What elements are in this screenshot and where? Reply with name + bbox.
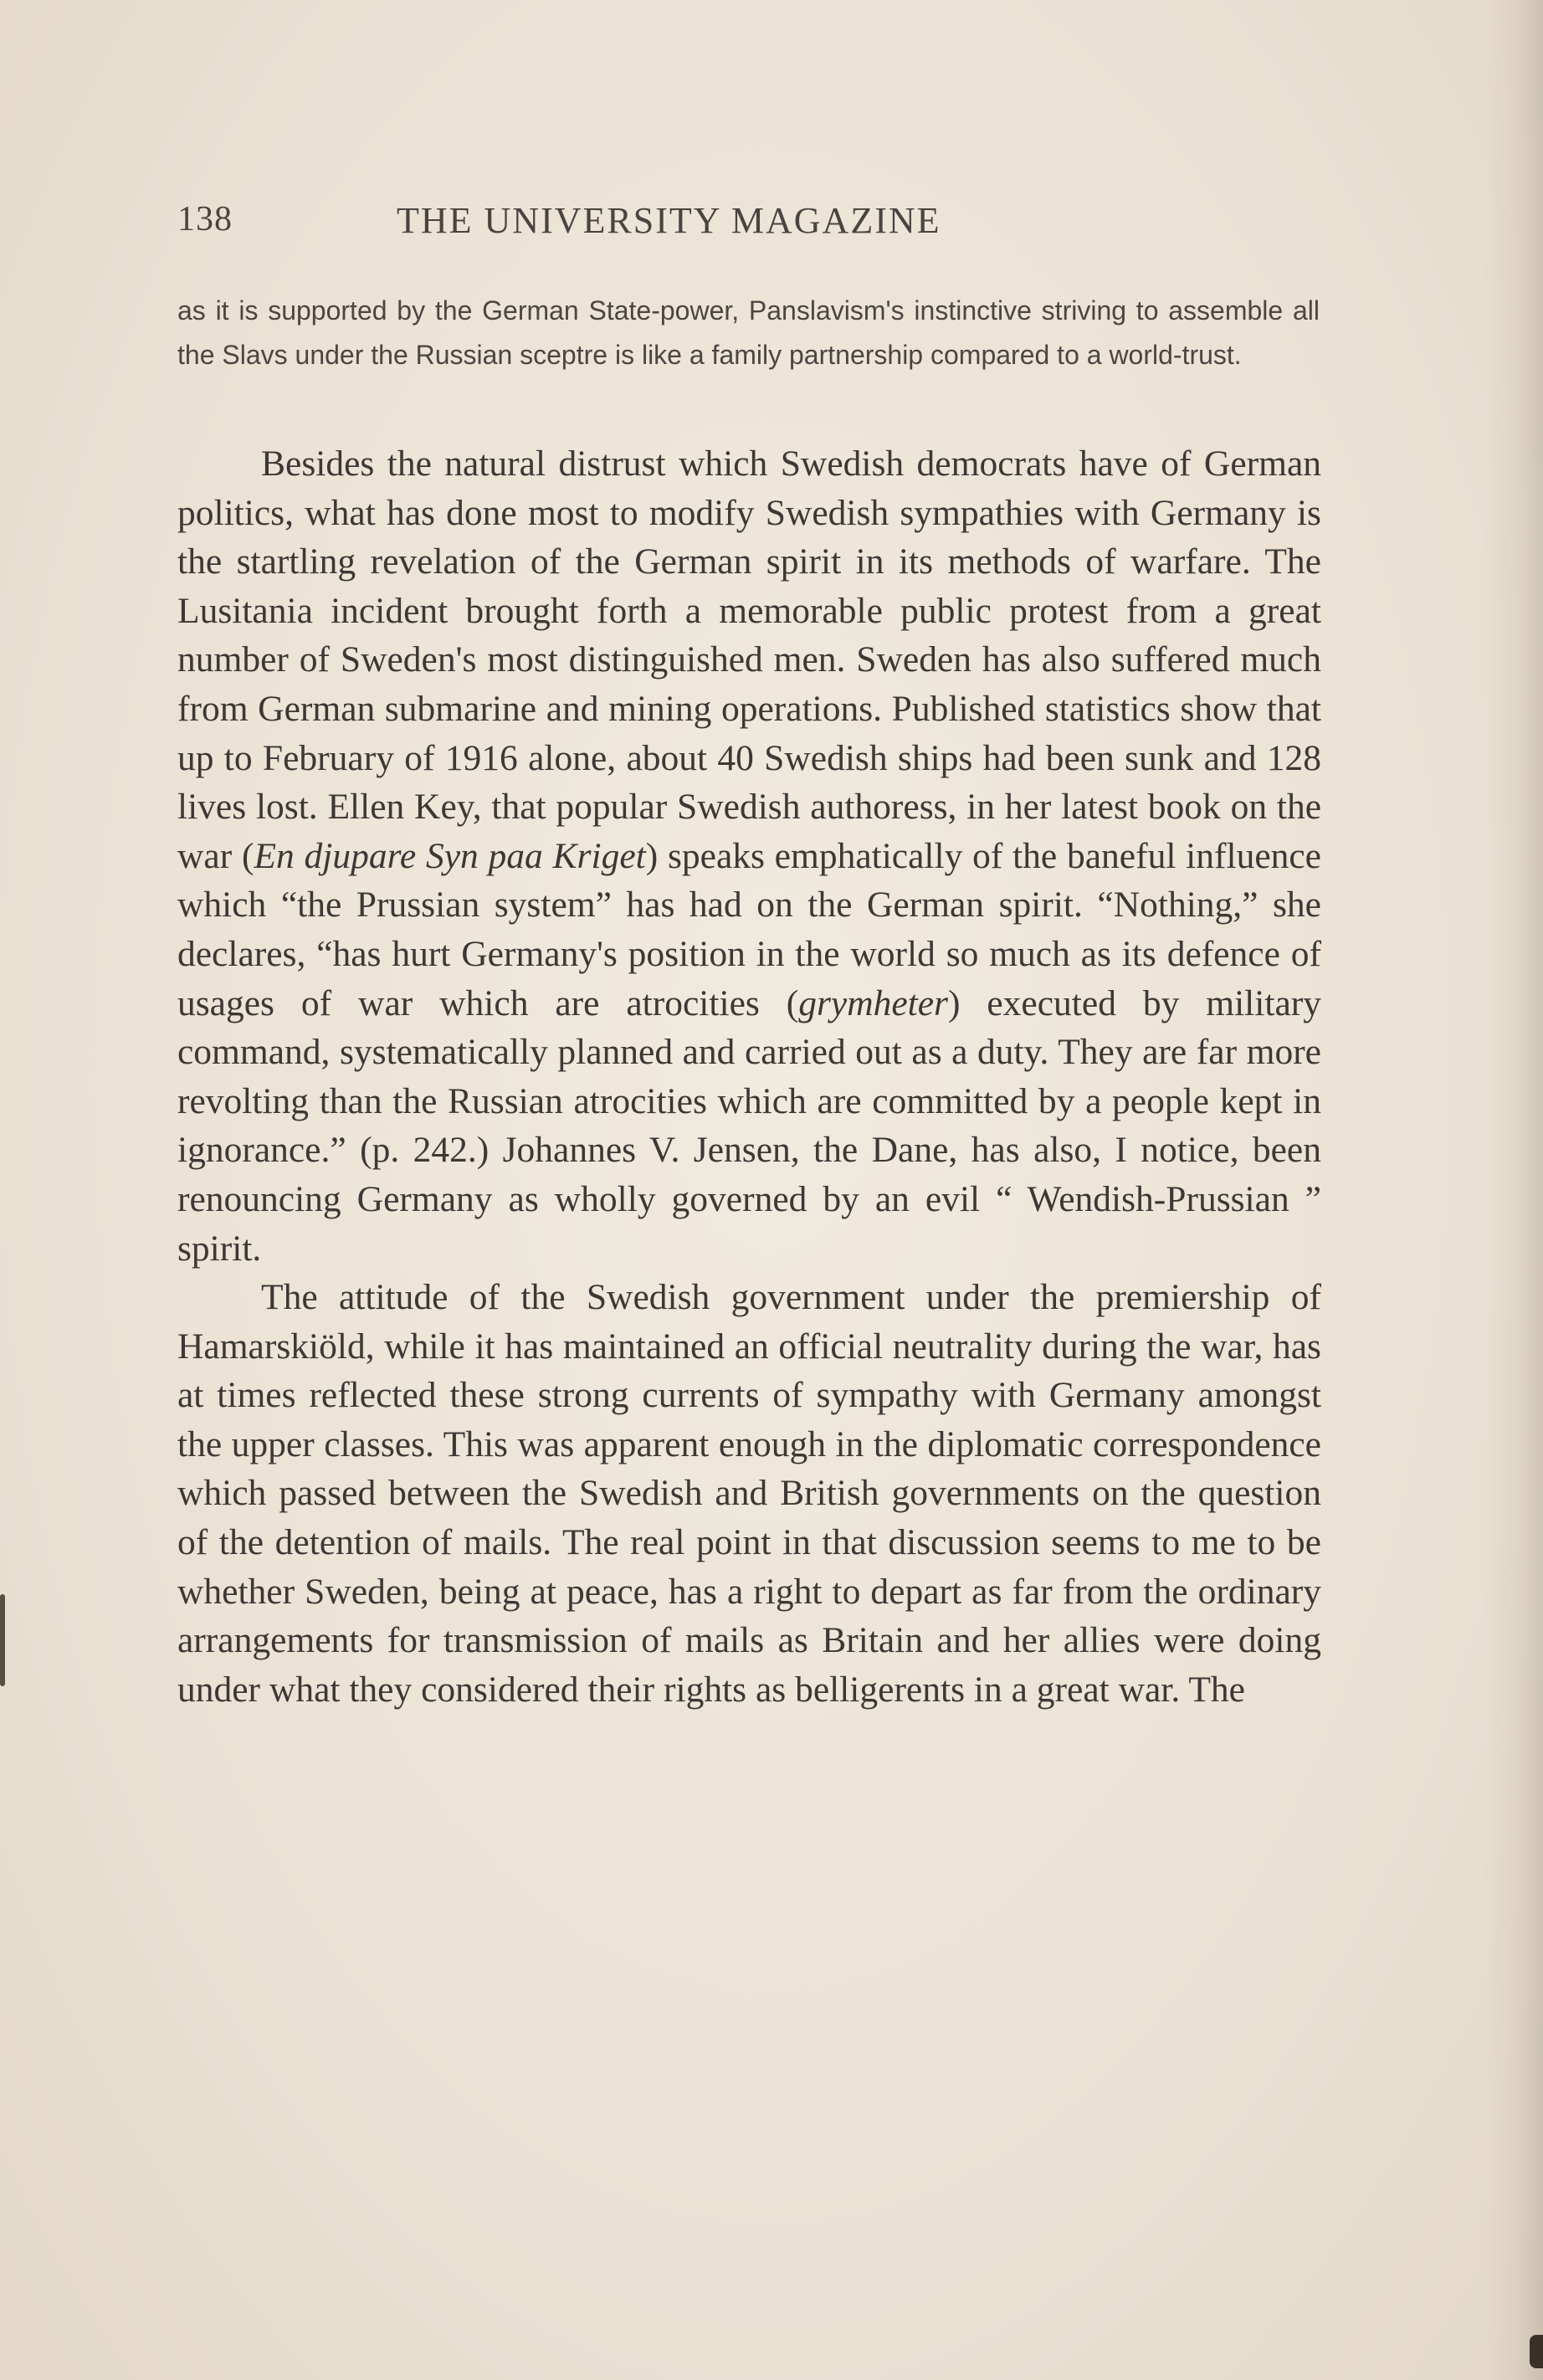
paragraph-text: ) executed by military command, systematically planned and carried out as a duty. They are far more revolting than the Russian atrocities which are committed by a people kept in ignorance.” (p. 242.) Johannes V. Jensen, the Dane, has also, I notice, been renouncing Germany as wholly governed by an evil “ Wendish-Prussian ” spirit. xyxy=(177,982,1321,1269)
page-header xyxy=(177,199,1332,249)
paragraph xyxy=(177,439,1321,1273)
paragraph xyxy=(177,1273,1321,1714)
page-edge-shadow xyxy=(1484,0,1543,2380)
binding-mark xyxy=(0,1594,5,1686)
paragraph-text: ) speaks emphatically of the baneful influence which “the Prussian system” has had on the German spirit. “Nothing,” she declares, “has hurt Germany's position in the world so much as its defence of usages of war which are atrocities ( xyxy=(177,835,1321,1023)
page-corner-mark xyxy=(1530,2335,1543,2368)
paragraph-text: The attitude of the Swedish government under the premiership of Hamarskiöld, while it has maintained an official neutrality during the war, has at times reflected these strong currents of sympathy with Germany amongst the upper classes. This was apparent enough in the diplomatic correspondence which passed between the Swedish and British governments on the question of the detention of mails. The real point in that discussion seems to me to be whether Sweden, being at peace, has a right to depart as far from the ordinary arrangements for transmission of mails as Britain and her allies were doing under what they considered their rights as belligerents in a great war. The xyxy=(177,1277,1321,1710)
book-title: En djupare Syn paa Kriget xyxy=(254,835,646,876)
foreign-word: grymheter xyxy=(798,982,948,1023)
quoted-passage: as it is supported by the German State-power, Panslavism's instinctive striving to assemble all the Slavs under the Russian sceptre is like a family partnership compared to a world-trust. xyxy=(177,295,1320,370)
body-text xyxy=(177,439,1321,1714)
running-head: THE UNIVERSITY MAGAZINE xyxy=(397,200,941,241)
page-number: 138 xyxy=(177,200,233,239)
paragraph-text: Besides the natural distrust which Swedish democrats have of German politics, what has done most to modify Swedish sympathies with Germany is the startling revelation of the German spirit in its methods of warfare. The Lusitania incident brought forth a memorable public protest from a great number of Sweden's most distinguished men. Sweden has also suffered much from German submarine and mining operations. Published statistics show that up to February of 1916 alone, about 40 Swedish ships had been sunk and 128 lives lost. Ellen Key, that popular Swedish authoress, in her latest book on the war ( xyxy=(177,444,1321,876)
